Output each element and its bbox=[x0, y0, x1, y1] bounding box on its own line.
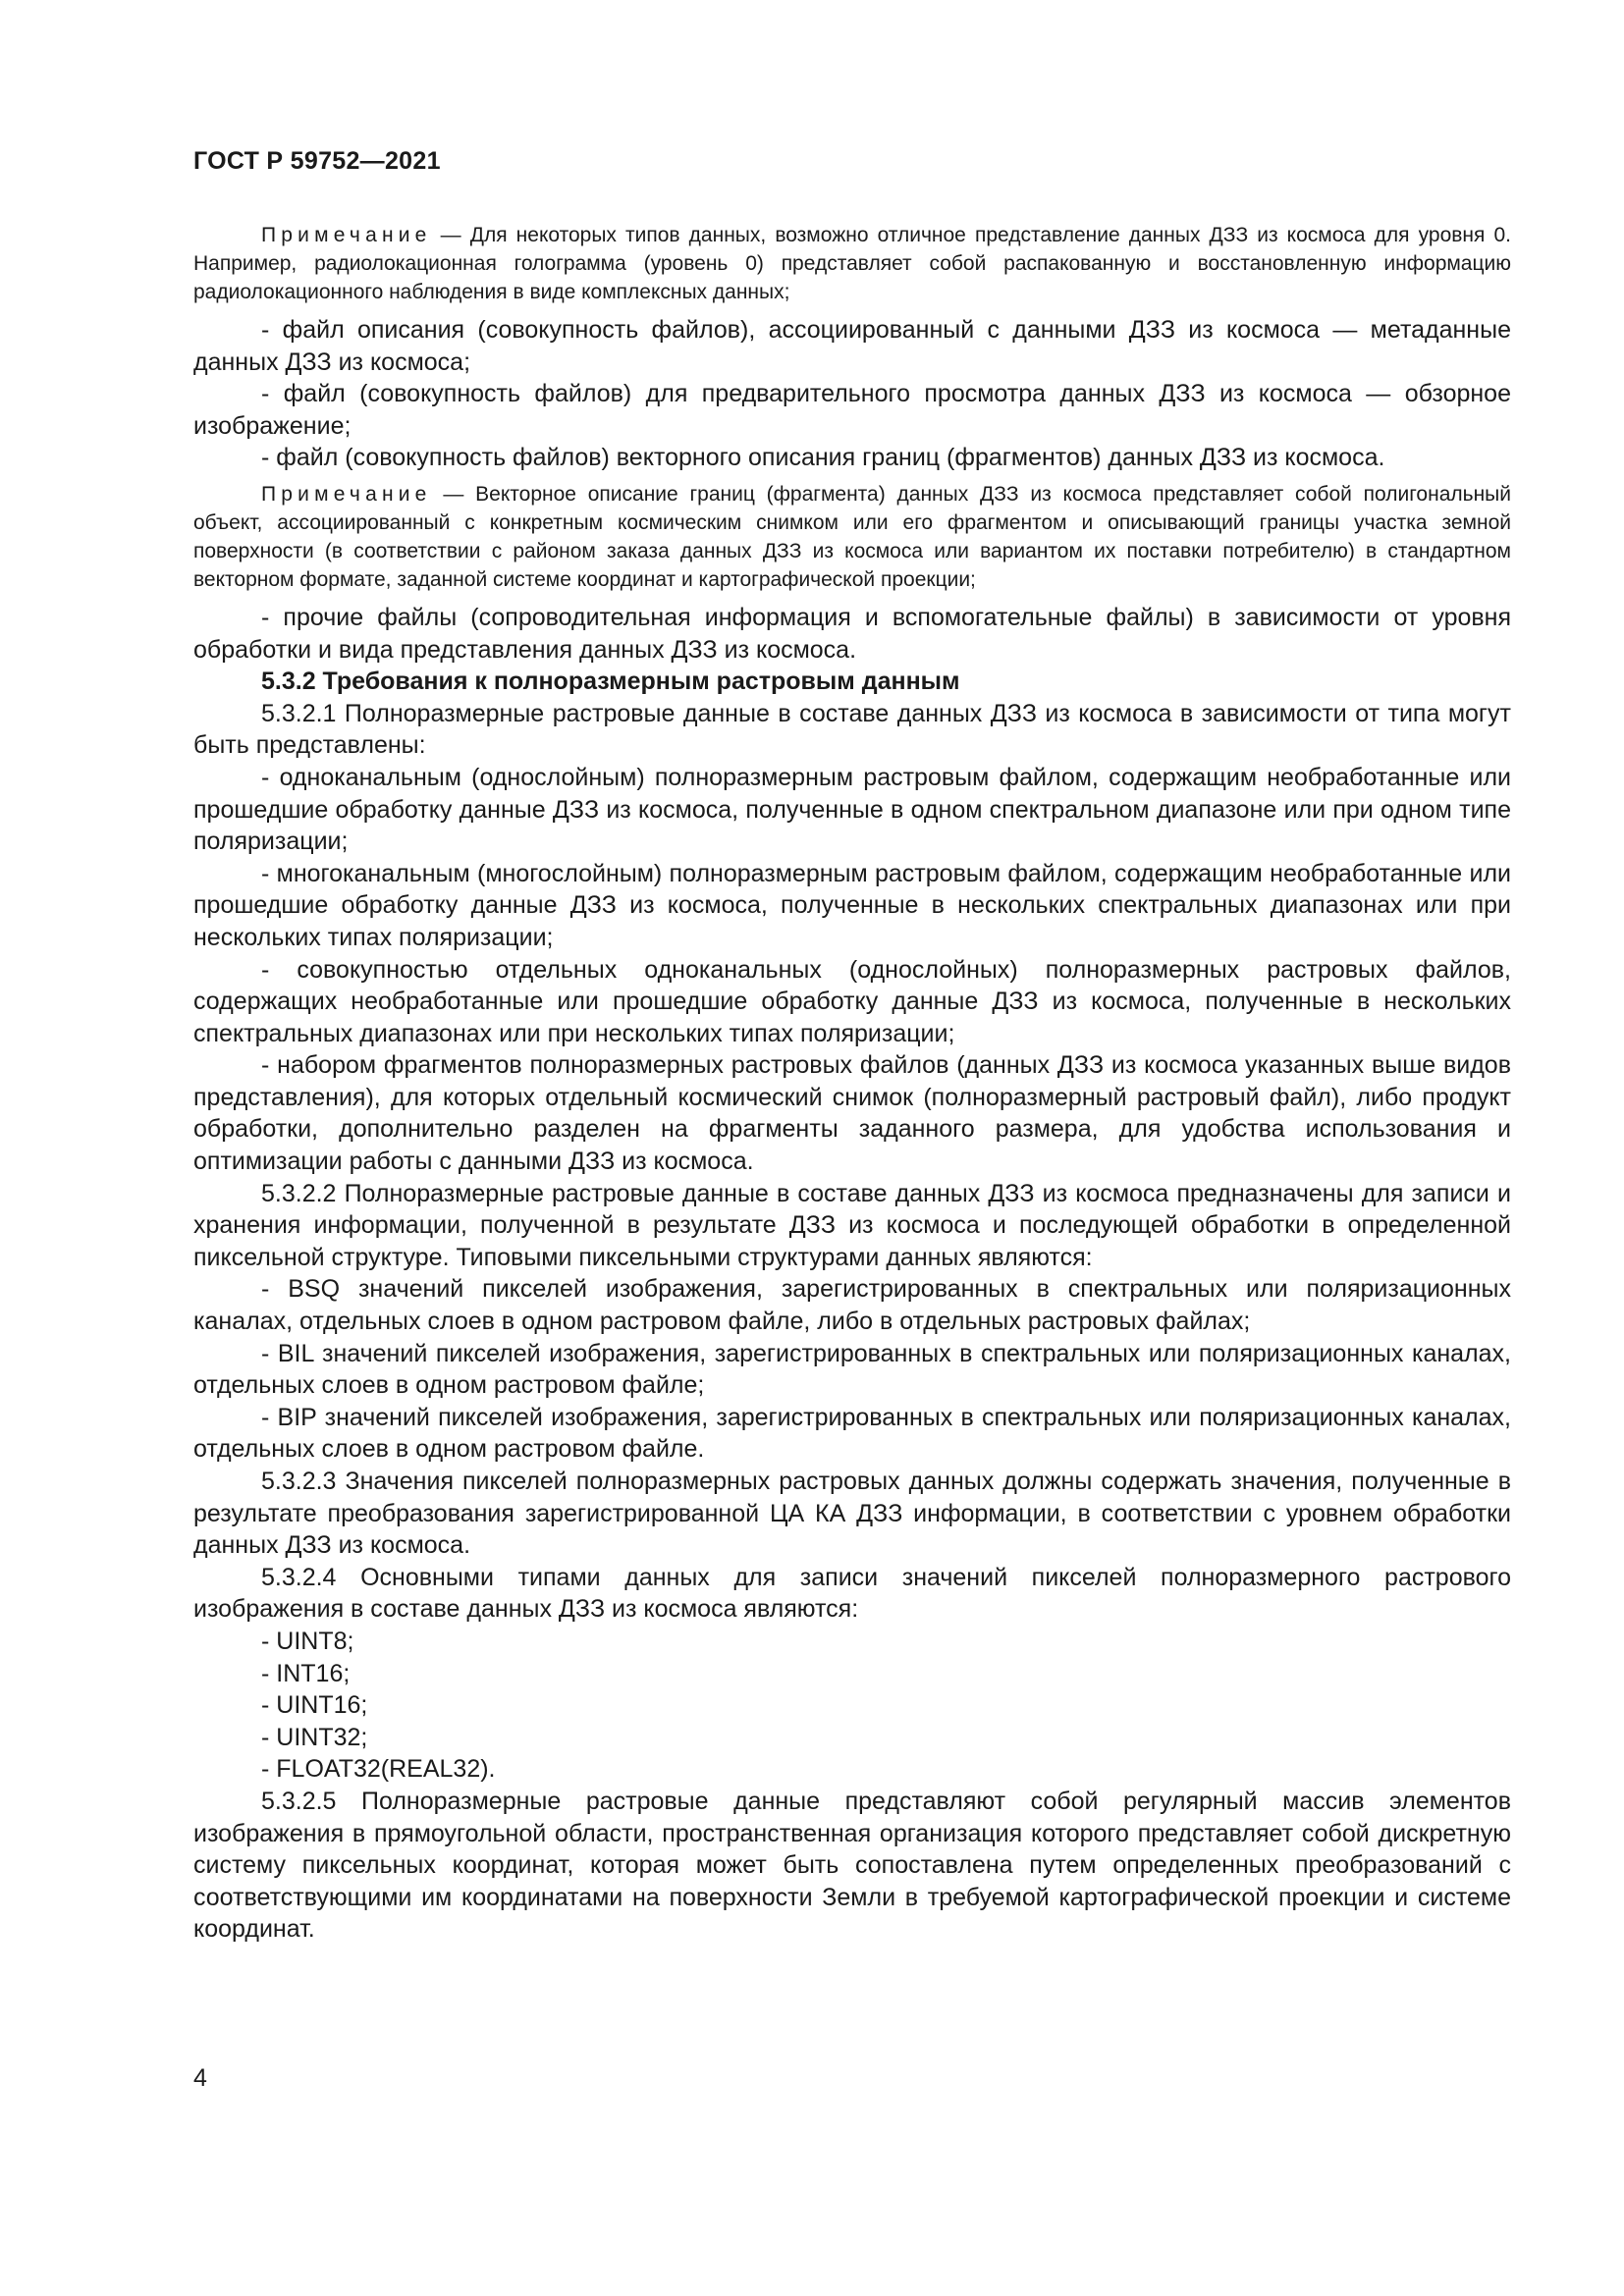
note-1-label: Примечание bbox=[261, 224, 432, 246]
list-item-file-set: - совокупностью отдельных одноканальных (однослойных) полноразмерных растровых файлов, содержащих необработанные или прошедшие обработку данные ДЗЗ из космоса, полученные в нескольких спектральных диапазонах или при нескольких типах поляризации; bbox=[193, 955, 1511, 1047]
list-item-bsq: - BSQ значений пикселей изображения, зарегистрированных в спектральных или поляризационных каналах, отдельных слоев в одном растровом файле, либо в отдельных растровых файлах; bbox=[193, 1275, 1511, 1336]
list-item-bip: - BIP значений пикселей изображения, зарегистрированных в спектральных или поляризационных каналах, отдельных слоев в одном растровом файле. bbox=[193, 1403, 1511, 1464]
section-heading-5-3-2: 5.3.2 Требования к полноразмерным растровым данным bbox=[261, 667, 960, 696]
paragraph-5-3-2-4: 5.3.2.4 Основными типами данных для записи значений пикселей полноразмерного растрового изображения в составе данных ДЗЗ из космоса являются: bbox=[193, 1563, 1511, 1624]
list-item-preview-file: - файл (совокупность файлов) для предварительного просмотра данных ДЗЗ из космоса — обзорное изображение; bbox=[193, 380, 1511, 440]
list-item-other-files: - прочие файлы (сопроводительная информация и вспомогательные файлы) в зависимости от уровня обработки и вида представления данных ДЗЗ из космоса. bbox=[193, 603, 1511, 664]
paragraph-5-3-2-5: 5.3.2.5 Полноразмерные растровые данные представляют собой регулярный массив элементов изображения в прямоугольной области, пространственная организация которого представляет собой дискретную систему пиксельных координат, которая может быть сопоставлена путем определенных преобразований с соответствующими им координатами на поверхности Земли в требуемой картографической проекции и системе координат. bbox=[193, 1787, 1511, 1944]
list-item-uint16: - UINT16; bbox=[261, 1691, 368, 1720]
list-item-float32: - FLOAT32(REAL32). bbox=[261, 1755, 496, 1784]
list-item-vector-file: - файл (совокупность файлов) векторного описания границ (фрагментов) данных ДЗЗ из космоса. bbox=[261, 444, 1385, 472]
list-item-int16: - INT16; bbox=[261, 1659, 351, 1687]
document-body bbox=[193, 221, 1511, 1946]
list-item-single-channel: - одноканальным (однослойным) полноразмерным растровым файлом, содержащим необработанные или прошедшие обработку данные ДЗЗ из космоса, полученные в одном спектральном диапазоне или при одном типе поляризации; bbox=[193, 763, 1511, 856]
note-2-label: Примечание bbox=[261, 482, 432, 506]
list-item-metadata-file: - файл описания (совокупность файлов), ассоциированный с данными ДЗЗ из космоса — метаданные данных ДЗЗ из космоса; bbox=[193, 316, 1511, 376]
paragraph-5-3-2-3: 5.3.2.3 Значения пикселей полноразмерных растровых данных должны содержать значения, полученные в результате преобразования зарегистрированной ЦА КА ДЗЗ информации, в соответствии с уровнем обработки данных ДЗЗ из космоса. bbox=[193, 1468, 1511, 1560]
paragraph-5-3-2-2: 5.3.2.2 Полноразмерные растровые данные в составе данных ДЗЗ из космоса предназначены для записи и хранения информации, полученной в результате ДЗЗ из космоса и последующей обработки в определенной пиксельной структуре. Типовыми пиксельными структурами данных являются: bbox=[193, 1179, 1511, 1271]
note-1-text: — Для некоторых типов данных, возможно отличное представление данных ДЗЗ из космоса для уровня 0. Например, радиолокационная голограмма (уровень 0) представляет собой распакованную и восстановленную информацию радиолокационного наблюдения в виде комплексных данных; bbox=[193, 224, 1511, 303]
document-header: ГОСТ Р 59752—2021 bbox=[193, 147, 441, 175]
note-1 bbox=[193, 221, 1511, 306]
note-2-text: — Векторное описание границ (фрагмента) данных ДЗЗ из космоса представляет собой полигональный объект, ассоциированный с конкретным космическим снимком или его фрагментом и описывающий границы участка земной поверхности (в соответствии с районом заказа данных ДЗЗ из космоса или вариантом их поставки потребителю) в стандартном векторном формате, заданной системе координат и картографической проекции; bbox=[193, 482, 1511, 591]
list-item-uint8: - UINT8; bbox=[261, 1627, 354, 1655]
list-item-bil: - BIL значений пикселей изображения, зарегистрированных в спектральных или поляризационных каналах, отдельных слоев в одном растровом файле; bbox=[193, 1339, 1511, 1400]
list-item-uint32: - UINT32; bbox=[261, 1723, 368, 1751]
list-item-multi-channel: - многоканальным (многослойным) полноразмерным растровым файлом, содержащим необработанные или прошедшие обработку данные ДЗЗ из космоса, полученные в нескольких спектральных диапазонах или при нескольких типах поляризации; bbox=[193, 859, 1511, 951]
paragraph-5-3-2-1: 5.3.2.1 Полноразмерные растровые данные в составе данных ДЗЗ из космоса в зависимости от типа могут быть представлены: bbox=[193, 699, 1511, 760]
note-2 bbox=[193, 480, 1511, 594]
list-item-fragments: - набором фрагментов полноразмерных растровых файлов (данных ДЗЗ из космоса указанных выше видов представления), для которых отдельный космический снимок (полноразмерный растровый файл), либо продукт обработки, дополнительно разделен на фрагменты заданного размера, для удобства использования и оптимизации работы с данными ДЗЗ из космоса. bbox=[193, 1051, 1511, 1176]
page-number: 4 bbox=[193, 2064, 207, 2092]
